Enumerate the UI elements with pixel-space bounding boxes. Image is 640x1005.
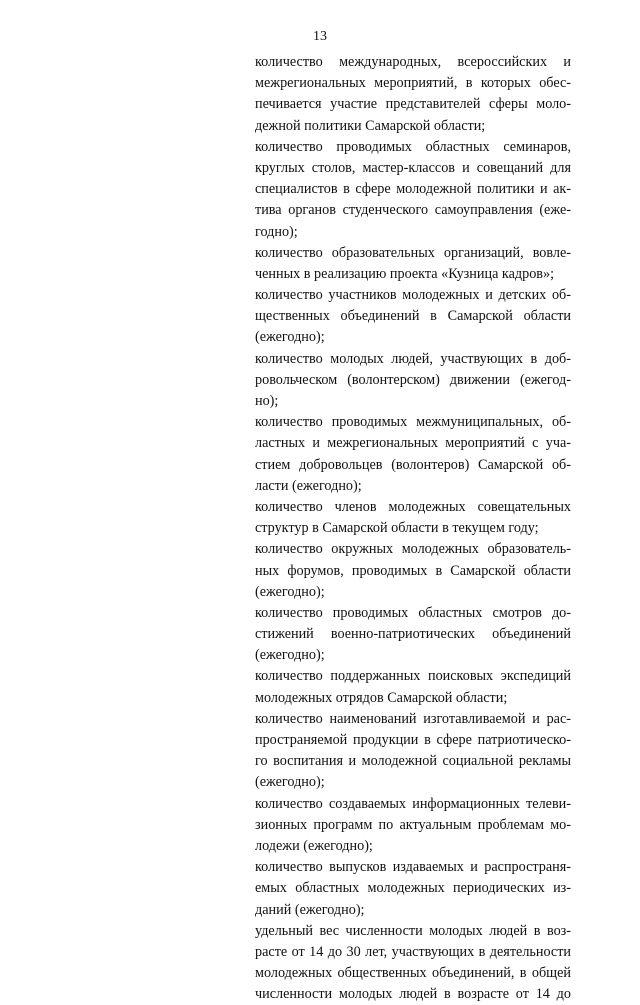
text-line: количество наименований изготавливаемой и рас- xyxy=(255,710,571,727)
document-body xyxy=(255,52,571,1005)
text-line: печивается участие представителей сферы моло- xyxy=(255,96,571,113)
text-line: зионных программ по актуальным проблемам мо- xyxy=(255,816,571,833)
text-line: ровольческом (волонтерском) движении (ежегод- xyxy=(255,371,571,388)
text-line: количество членов молодежных совещательных xyxy=(255,498,571,515)
text-line: дежной политики Самарской области; xyxy=(255,117,486,134)
text-line: (ежегодно); xyxy=(255,774,325,791)
page-number: 13 xyxy=(313,29,327,44)
text-line: молодежных отрядов Самарской области; xyxy=(255,689,508,706)
text-line: щественных объединений в Самарской области xyxy=(255,308,571,325)
text-line: емых областных молодежных периодических из- xyxy=(255,880,571,897)
text-line: (ежегодно); xyxy=(255,647,325,664)
text-line: количество создаваемых информационных телеви- xyxy=(255,795,571,812)
text-line: количество проводимых межмуниципальных, об- xyxy=(255,414,571,431)
text-line: стием добровольцев (волонтеров) Самарской об- xyxy=(255,456,571,473)
text-line: тива органов студенческого самоуправления (еже- xyxy=(255,202,571,219)
text-line: стижений военно-патриотических объединений xyxy=(255,626,571,643)
text-line: количество выпусков издаваемых и распространя- xyxy=(255,859,571,876)
text-line: количество участников молодежных и детских об- xyxy=(255,287,571,304)
text-line: молодежных общественных объединений, в общей xyxy=(255,965,571,982)
text-line: но); xyxy=(255,393,279,409)
text-line: (ежегодно); xyxy=(255,329,325,346)
text-line: межрегиональных мероприятий, в которых обес- xyxy=(255,75,571,92)
text-line: годно); xyxy=(255,223,298,240)
text-line: лодежи (ежегодно); xyxy=(255,837,373,854)
text-line: структур в Самарской области в текущем году; xyxy=(255,520,539,537)
text-line: количество поддержанных поисковых экспедиций xyxy=(255,668,571,685)
text-line: количество проводимых областных смотров до- xyxy=(255,604,571,621)
text-line: количество международных, всероссийских и xyxy=(255,54,571,70)
text-line: численности молодых людей в возрасте от 14 до xyxy=(255,986,571,1003)
text-line: удельный вес численности молодых людей в воз- xyxy=(255,922,571,939)
text-line: круглых столов, мастер-классов и совещаний для xyxy=(255,159,571,176)
text-line: количество проводимых областных семинаров, xyxy=(255,138,571,155)
text-line: расте от 14 до 30 лет, участвующих в деятельности xyxy=(255,943,571,960)
text-line: количество молодых людей, участвующих в доб- xyxy=(255,350,571,367)
text-line: ласти (ежегодно); xyxy=(255,477,362,494)
text-line: количество окружных молодежных образователь- xyxy=(255,541,571,558)
text-line: го воспитания и молодежной социальной рекламы xyxy=(255,753,571,770)
text-line: ченных в реализацию проекта «Кузница кадров»; xyxy=(255,265,555,282)
text-line: ных форумов, проводимых в Самарской области xyxy=(255,562,571,579)
text-line: ластных и межрегиональных мероприятий с уча- xyxy=(255,435,571,452)
text-line: (ежегодно); xyxy=(255,583,325,600)
text-line: даний (ежегодно); xyxy=(255,901,365,918)
text-line: специалистов в сфере молодежной политики и ак- xyxy=(255,181,571,198)
text-line: количество образовательных организаций, вовле- xyxy=(255,244,571,261)
text-line: пространяемой продукции в сфере патриотическо- xyxy=(255,732,571,748)
